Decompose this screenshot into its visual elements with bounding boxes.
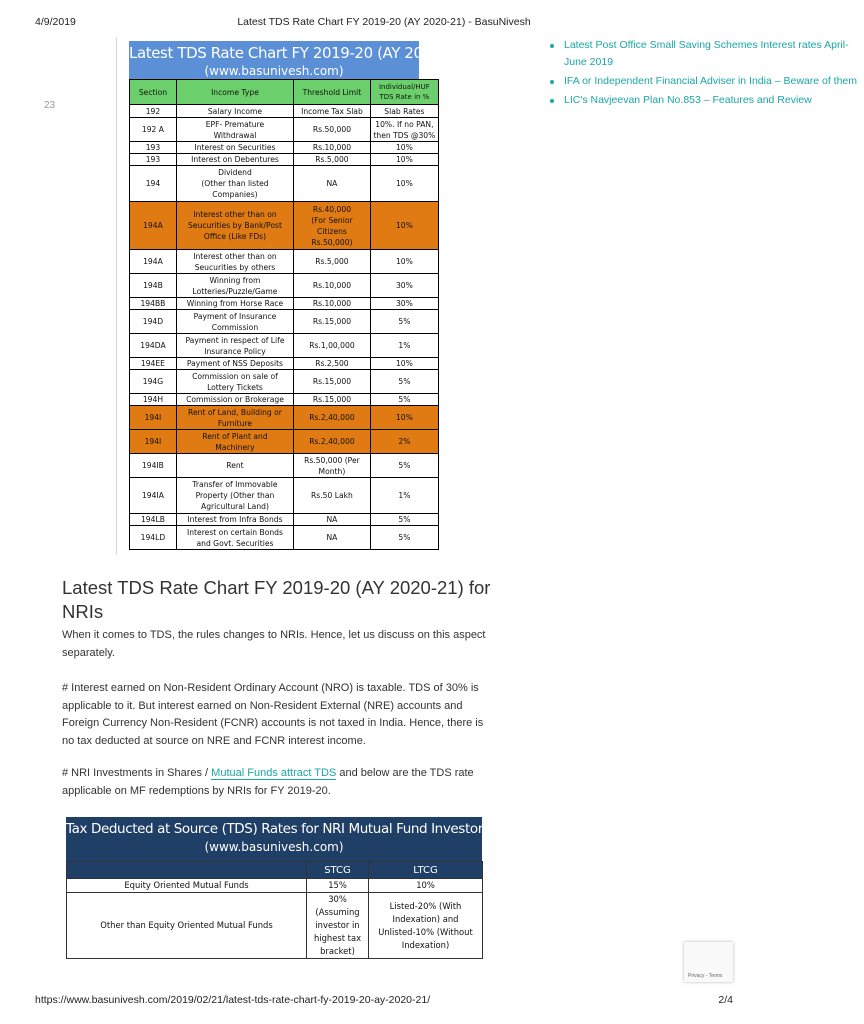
bullet-icon: [550, 44, 554, 48]
tds-table-row: [130, 118, 439, 142]
article-heading-wrap: [62, 576, 492, 624]
section-cell: 194A: [130, 250, 177, 274]
rate-cell: 5%: [370, 454, 438, 478]
rate-cell: Slab Rates: [370, 105, 438, 118]
fund-type-cell: Equity Oriented Mutual Funds: [67, 879, 307, 893]
bullet-icon: [550, 99, 554, 103]
threshold-cell: Rs.10,000: [294, 142, 371, 154]
tds-table-row: [130, 105, 439, 118]
stcg-cell: 15%: [307, 879, 369, 893]
col-header-rate: Individual/HUF TDS Rate in %: [370, 80, 438, 105]
tds-table-row: [130, 166, 439, 202]
section-cell: 194: [130, 166, 177, 202]
nri-chart-title: Tax Deducted at Source (TDS) Rates for NRI Mutual Fund Investors for 2019-20: [66, 821, 569, 837]
col-header-threshold: Threshold Limit: [294, 80, 371, 105]
nri-header-stcg: STCG: [307, 862, 369, 879]
tds-table-row: [130, 202, 439, 250]
line-number: 23: [44, 100, 56, 111]
tds-table-row: [130, 334, 439, 358]
threshold-cell: Rs.40,000 (For Senior Citizens Rs.50,000): [294, 202, 371, 250]
rate-cell: 2%: [370, 430, 438, 454]
sidebar-item: [548, 37, 849, 71]
ltcg-cell: 10%: [369, 879, 483, 893]
rate-cell: 5%: [370, 526, 438, 550]
tds-table-row: [130, 526, 439, 550]
threshold-cell: Rs.50,000: [294, 118, 371, 142]
threshold-cell: Rs.50 Lakh: [294, 478, 371, 514]
threshold-cell: Rs.5,000: [294, 154, 371, 166]
tds-table-row: [130, 430, 439, 454]
print-page-number: 2/4: [718, 994, 733, 1006]
section-cell: 194H: [130, 394, 177, 406]
income-type-cell: Interest on certain Bonds and Govt. Securities: [176, 526, 293, 550]
nri-table-body: [67, 879, 483, 959]
stcg-cell: 30% (Assuming investor in highest tax bracket): [307, 893, 369, 959]
section-cell: 194I: [130, 406, 177, 430]
rate-cell: 10%. If no PAN, then TDS @30%: [370, 118, 438, 142]
rate-cell: 5%: [370, 370, 438, 394]
sidebar-post-link[interactable]: LIC's Navjeevan Plan No.853 – Features and Review: [564, 94, 812, 106]
tds-table-row: [130, 154, 439, 166]
print-footer: [35, 994, 733, 1008]
rate-cell: 5%: [370, 394, 438, 406]
tds-chart-banner: [129, 41, 470, 81]
income-type-cell: Rent of Plant and Machinery: [176, 430, 293, 454]
income-type-cell: Salary Income: [176, 105, 293, 118]
rate-cell: 10%: [370, 250, 438, 274]
threshold-cell: Rs.2,40,000: [294, 430, 371, 454]
threshold-cell: Rs.10,000: [294, 274, 371, 298]
sidebar-item: [548, 92, 812, 109]
threshold-cell: Rs.1,00,000: [294, 334, 371, 358]
income-type-cell: Commission or Brokerage: [176, 394, 293, 406]
recaptcha-badge[interactable]: [684, 942, 733, 982]
section-cell: 194LD: [130, 526, 177, 550]
threshold-cell: NA: [294, 526, 371, 550]
print-url: https://www.basunivesh.com/2019/02/21/latest-tds-rate-chart-fy-2019-20-ay-2020-21/: [35, 994, 431, 1006]
income-type-cell: Interest from Infra Bonds: [176, 514, 293, 526]
sidebar-recent-posts: [548, 37, 858, 111]
threshold-cell: Rs.50,000 (Per Month): [294, 454, 371, 478]
threshold-cell: Income Tax Slab: [294, 105, 371, 118]
article-paragraph-1: When it comes to TDS, the rules changes to NRIs. Hence, let us discuss on this aspect separately.: [62, 629, 486, 659]
tds-table-row: [130, 370, 439, 394]
tds-rate-table: [129, 79, 439, 550]
nri-table-row: [67, 879, 483, 893]
income-type-cell: Interest on Securities: [176, 142, 293, 154]
nri-tds-table: [66, 861, 483, 959]
rate-cell: 10%: [370, 166, 438, 202]
threshold-cell: NA: [294, 514, 371, 526]
section-cell: 193: [130, 154, 177, 166]
rate-cell: 5%: [370, 310, 438, 334]
tds-table-row: [130, 250, 439, 274]
rate-cell: 30%: [370, 274, 438, 298]
income-type-cell: EPF- Premature Withdrawal: [176, 118, 293, 142]
section-cell: 194LB: [130, 514, 177, 526]
tds-table-row: [130, 274, 439, 298]
article-paragraph-2: # Interest earned on Non-Resident Ordinary Account (NRO) is taxable. TDS of 30% is applicable to it. But interest earned on Non-Resident External (NRE) accounts and Foreign Currency Non-Resident (FCNR) accounts is not taxed in India. Hence, there is no tax deducted at source on NRE and FCNR interest income.: [62, 682, 484, 747]
income-type-cell: Payment in respect of Life Insurance Policy: [176, 334, 293, 358]
tds-table-row: [130, 514, 439, 526]
section-cell: 192 A: [130, 118, 177, 142]
print-title: Latest TDS Rate Chart FY 2019-20 (AY 2020-21) - BasuNivesh: [237, 16, 531, 28]
income-type-cell: Payment of NSS Deposits: [176, 358, 293, 370]
threshold-cell: Rs.15,000: [294, 370, 371, 394]
tds-rate-chart-image: [116, 37, 470, 555]
paragraph-3-lead: # NRI Investments in Shares /: [62, 767, 212, 779]
section-cell: 194I: [130, 430, 177, 454]
income-type-cell: Interest other than on Seucurities by Bank/Post Office (Like FDs): [176, 202, 293, 250]
rate-cell: 10%: [370, 358, 438, 370]
section-cell: 194A: [130, 202, 177, 250]
income-type-cell: Commission on sale of Lottery Tickets: [176, 370, 293, 394]
article-paragraph-3: [62, 765, 487, 800]
tds-table-body: [130, 105, 439, 550]
threshold-cell: Rs.2,40,000: [294, 406, 371, 430]
income-type-cell: Winning from Horse Race: [176, 298, 293, 310]
nri-chart-banner: [66, 817, 569, 861]
print-header: [35, 16, 733, 30]
section-cell: 194DA: [130, 334, 177, 358]
section-cell: 194B: [130, 274, 177, 298]
threshold-cell: Rs.15,000: [294, 394, 371, 406]
income-type-cell: Interest other than on Seucurities by others: [176, 250, 293, 274]
tds-table-header-row: [130, 80, 439, 105]
section-cell: 194IB: [130, 454, 177, 478]
section-cell: 192: [130, 105, 177, 118]
section-cell: 194D: [130, 310, 177, 334]
tds-chart-subtitle: (www.basunivesh.com): [204, 64, 344, 78]
tds-table-row: [130, 142, 439, 154]
nri-header-blank: [67, 862, 307, 879]
threshold-cell: Rs.10,000: [294, 298, 371, 310]
nri-header-ltcg: LTCG: [369, 862, 483, 879]
tds-table-row: [130, 358, 439, 370]
income-type-cell: Dividend (Other than listed Companies): [176, 166, 293, 202]
tds-table-row: [130, 394, 439, 406]
income-type-cell: Interest on Debentures: [176, 154, 293, 166]
sidebar-post-link[interactable]: Latest Post Office Small Saving Schemes Interest rates April-June 2019: [564, 39, 849, 68]
income-type-cell: Transfer of Immovable Property (Other than Agricultural Land): [176, 478, 293, 514]
col-header-income-type: Income Type: [176, 80, 293, 105]
mutual-funds-tds-link[interactable]: Mutual Funds attract TDS: [211, 767, 337, 779]
col-header-section: Section: [130, 80, 177, 105]
nri-chart-subtitle: (www.basunivesh.com): [204, 840, 344, 854]
section-cell: 193: [130, 142, 177, 154]
threshold-cell: Rs.5,000: [294, 250, 371, 274]
sidebar-list: [548, 37, 858, 109]
tds-table-row: [130, 406, 439, 430]
nri-mf-tds-chart-image: [66, 817, 569, 956]
section-cell: 194IA: [130, 478, 177, 514]
tds-chart-title: Latest TDS Rate Chart FY 2019-20 (AY 2020-21): [129, 44, 470, 62]
threshold-cell: Rs.2,500: [294, 358, 371, 370]
recaptcha-label: Privacy - Terms: [688, 973, 723, 979]
print-date: 4/9/2019: [35, 16, 76, 28]
section-cell: 194BB: [130, 298, 177, 310]
section-cell: 194G: [130, 370, 177, 394]
threshold-cell: Rs.15,000: [294, 310, 371, 334]
rate-cell: 1%: [370, 478, 438, 514]
bullet-icon: [550, 80, 554, 84]
nri-table-row: [67, 893, 483, 959]
fund-type-cell: Other than Equity Oriented Mutual Funds: [67, 893, 307, 959]
ltcg-cell: Listed-20% (With Indexation) and Unlisted-10% (Without Indexation): [369, 893, 483, 959]
income-type-cell: Winning from Lotteries/Puzzle/Game: [176, 274, 293, 298]
section-cell: 194EE: [130, 358, 177, 370]
sidebar-item: [548, 73, 858, 90]
tds-table-row: [130, 310, 439, 334]
rate-cell: 30%: [370, 298, 438, 310]
threshold-cell: NA: [294, 166, 371, 202]
tds-table-row: [130, 298, 439, 310]
rate-cell: 10%: [370, 154, 438, 166]
rate-cell: 10%: [370, 142, 438, 154]
tds-table-row: [130, 454, 439, 478]
rate-cell: 1%: [370, 334, 438, 358]
article-heading: Latest TDS Rate Chart FY 2019-20 (AY 2020-21) for NRIs: [62, 577, 491, 622]
nri-table-header-row: [67, 862, 483, 879]
rate-cell: 5%: [370, 514, 438, 526]
income-type-cell: Rent of Land, Building or Furniture: [176, 406, 293, 430]
income-type-cell: Payment of Insurance Commission: [176, 310, 293, 334]
rate-cell: 10%: [370, 202, 438, 250]
paragraph-3-tail: and below are the TDS rate applicable on MF redemptions by NRIs for FY 2019-20.: [62, 767, 474, 797]
tds-table-row: [130, 478, 439, 514]
rate-cell: 10%: [370, 406, 438, 430]
sidebar-post-link[interactable]: IFA or Independent Financial Adviser in India – Beware of them: [564, 75, 858, 87]
income-type-cell: Rent: [176, 454, 293, 478]
